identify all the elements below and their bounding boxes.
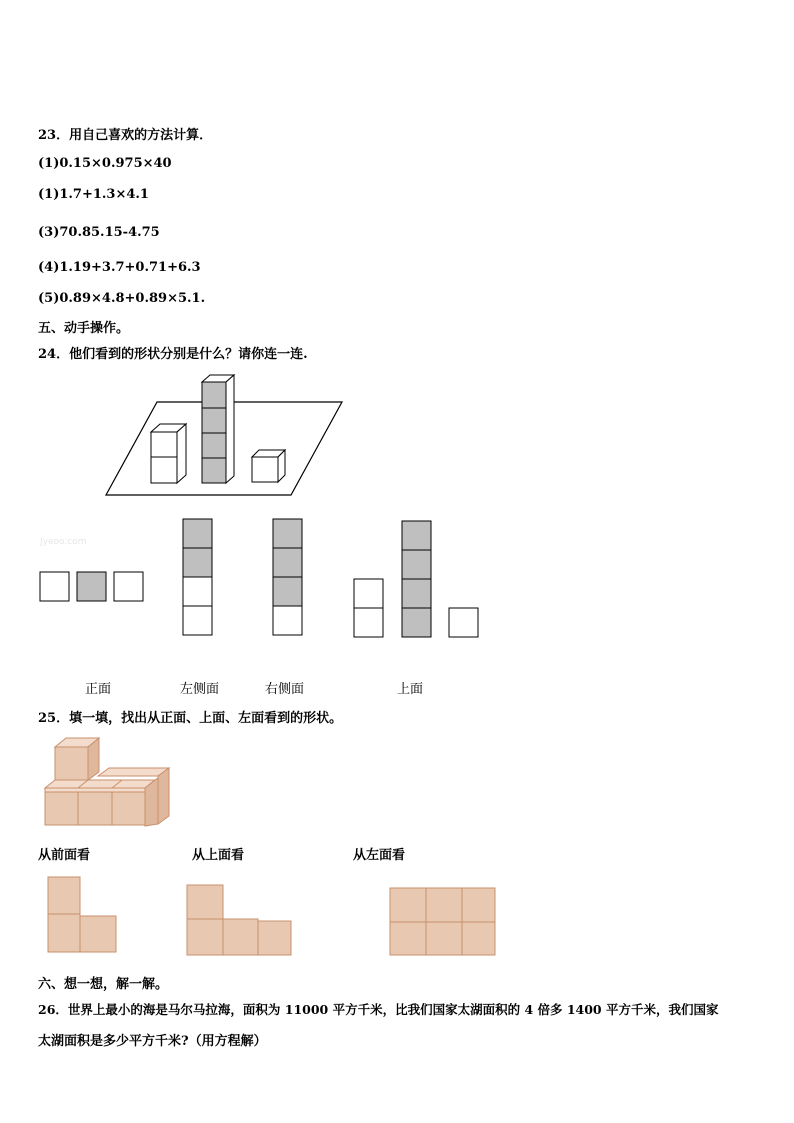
- label-right-side: 右侧面: [265, 682, 305, 697]
- label-top: 上面: [397, 682, 424, 697]
- section-5-heading: 五、动手操作。: [38, 321, 130, 336]
- q23-item-5: (5)0.89×4.8+0.89×5.1.: [38, 291, 206, 306]
- label-from-left: 从左面看: [353, 848, 406, 863]
- section-6-heading: 六、想一想，解一解。: [38, 977, 169, 992]
- q23-item-1: (1)0.15×0.975×40: [38, 156, 172, 171]
- q25-left-view: [390, 888, 495, 955]
- q25-top-view: [187, 885, 291, 955]
- q25-title: 25．填一填，找出从正面、上面、左面看到的形状。: [38, 711, 343, 726]
- q25-front-view: [48, 877, 116, 952]
- label-front: 正面: [85, 682, 112, 697]
- q23-item-3: (3)70.85.15-4.75: [38, 225, 160, 240]
- q26-line-1: 26．世界上最小的海是马尔马拉海，面积为 11000 平方千米，比我们国家太湖面积的 4 倍多 1400 平方千米，我们国家: [38, 1002, 719, 1017]
- label-left-side: 左侧面: [180, 682, 220, 697]
- q26-line-2: 太湖面积是多少平方千米?（用方程解）: [38, 1034, 267, 1049]
- q23-title: 23．用自己喜欢的方法计算．: [38, 128, 213, 143]
- q23-item-4: (4)1.19+3.7+0.71+6.3: [38, 260, 201, 275]
- q24-title: 24．他们看到的形状分别是什么？请你连一连.: [38, 347, 308, 362]
- q23-item-2: (1)1.7+1.3×4.1: [38, 187, 149, 202]
- watermark: Jyeoo.com: [40, 537, 87, 547]
- label-from-top: 从上面看: [192, 848, 245, 863]
- q25-cube-group: [45, 738, 169, 826]
- label-from-front: 从前面看: [38, 848, 91, 863]
